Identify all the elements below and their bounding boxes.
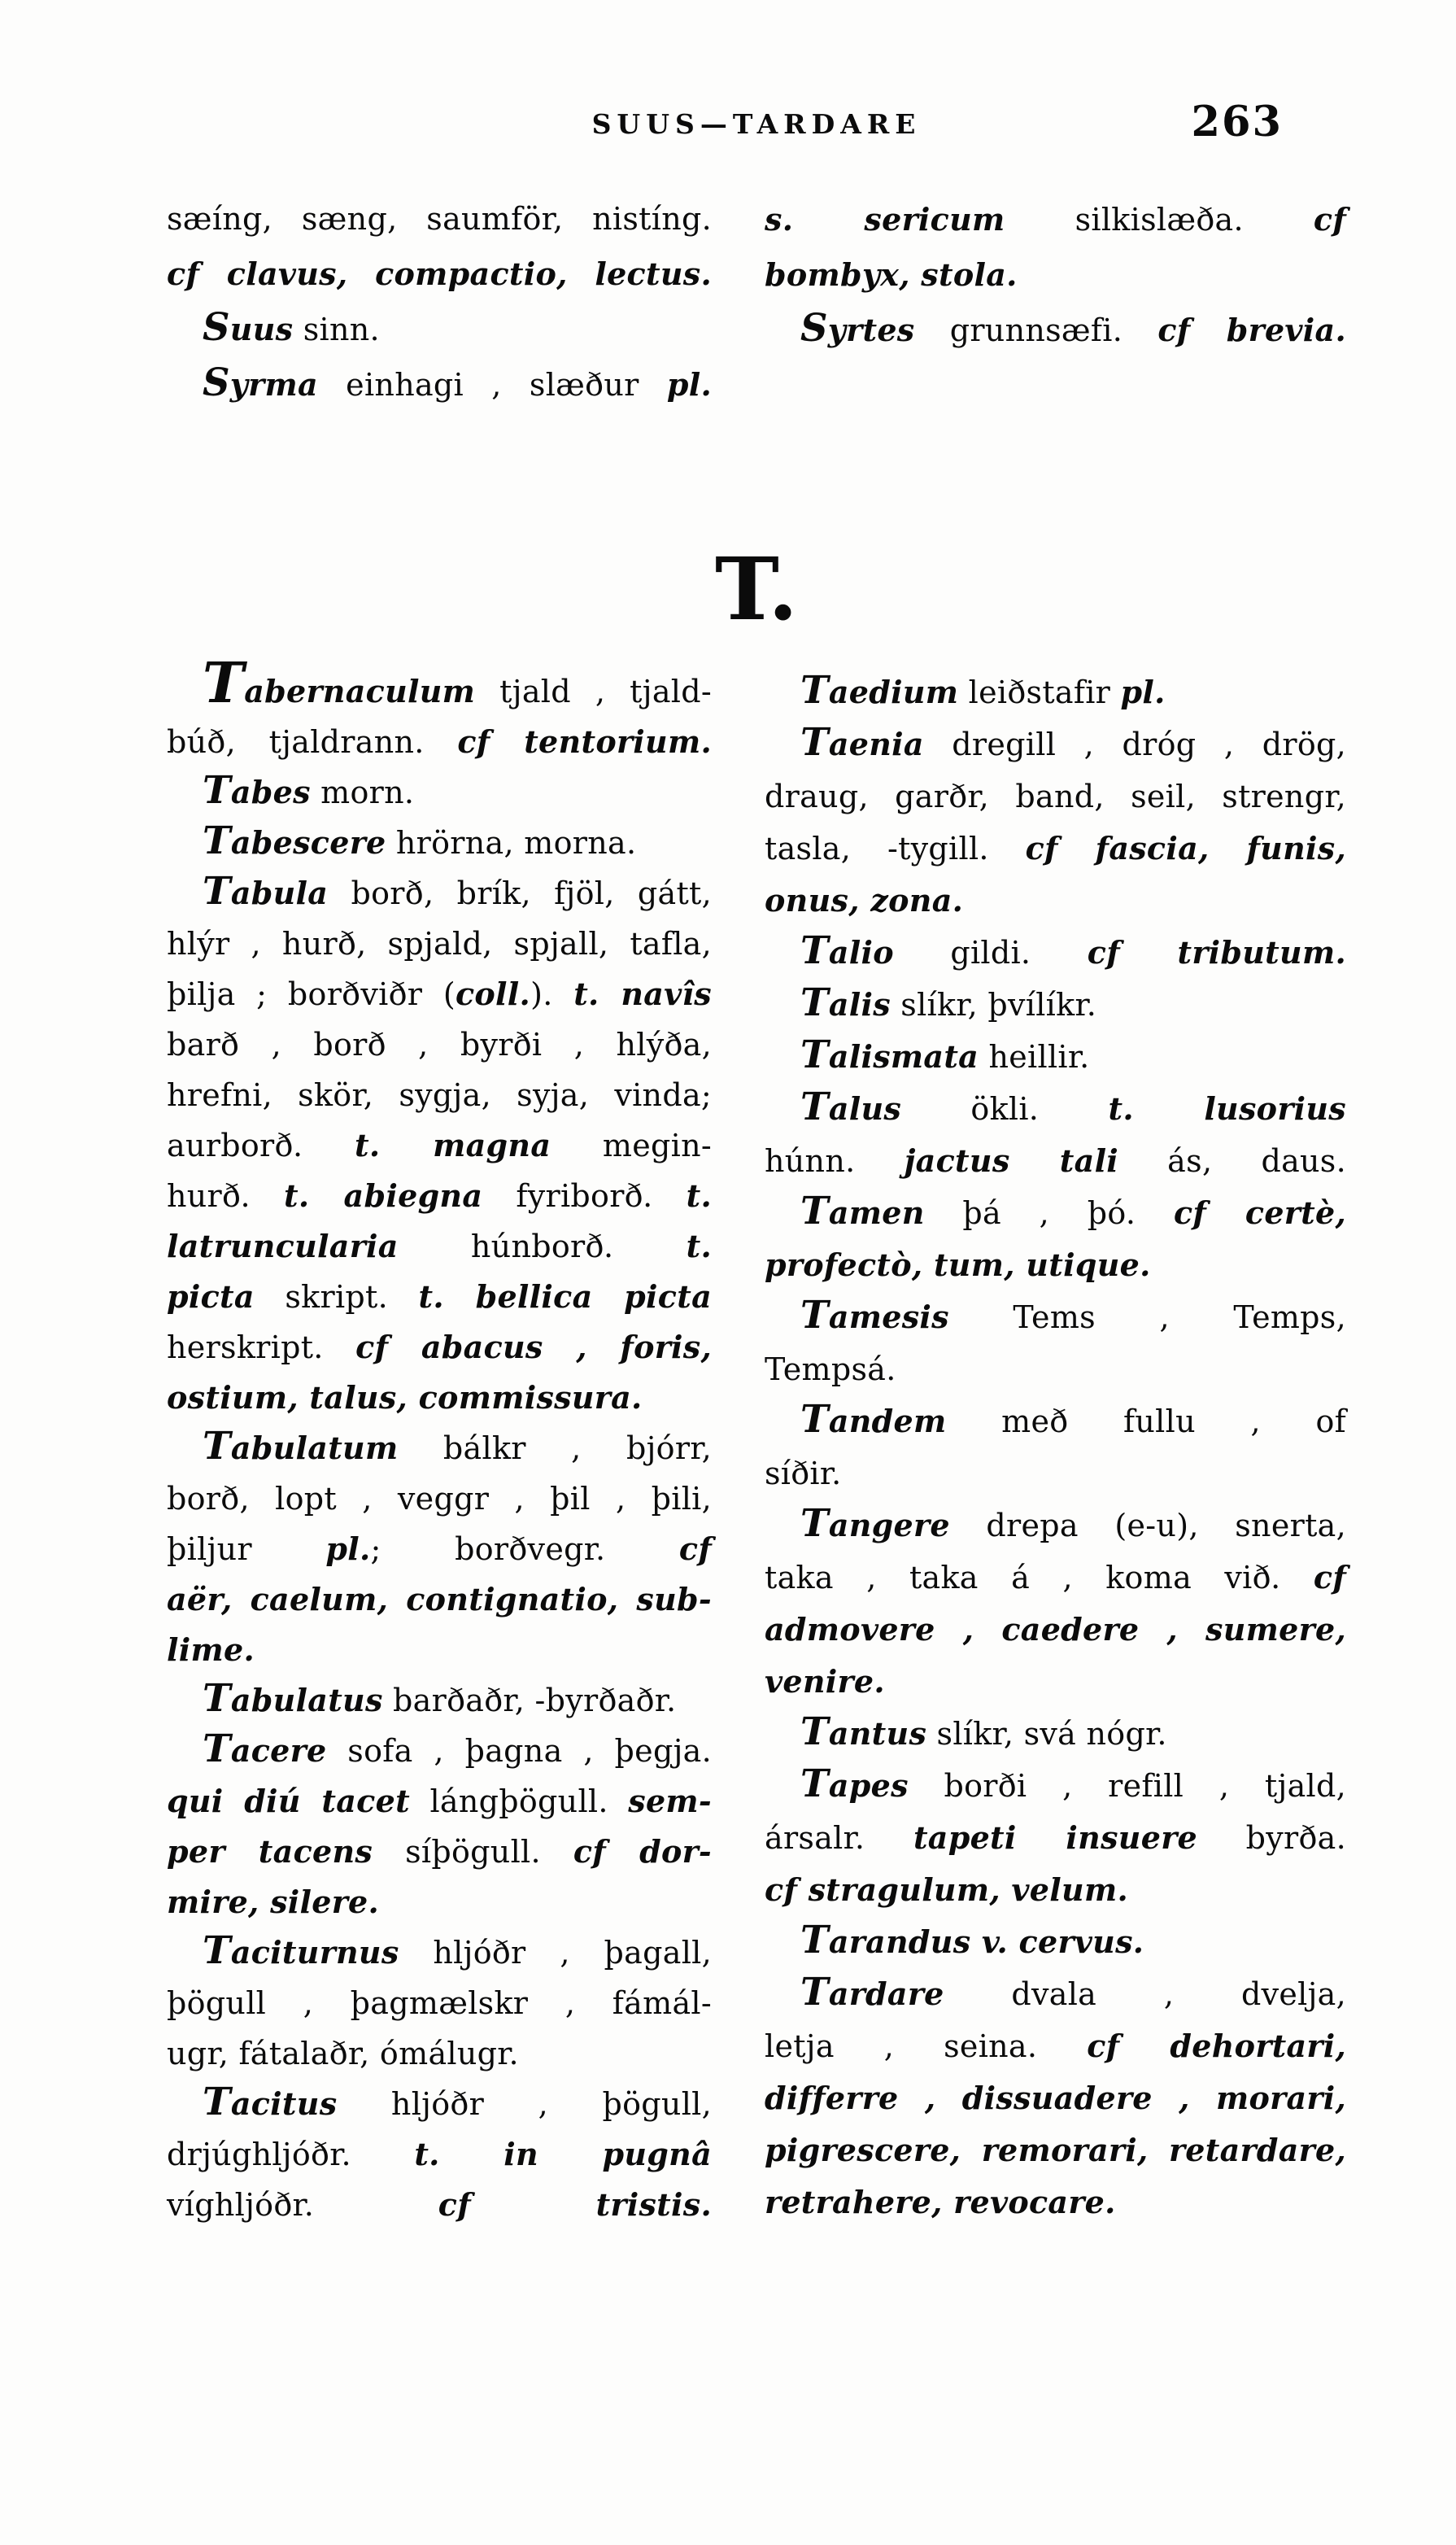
text-segment: dregill , dróg , drög, <box>923 727 1346 762</box>
text-line <box>765 1343 1346 1395</box>
text-segment: admovere , caedere , sumere, <box>765 1611 1346 1648</box>
text-segment: jactus tali <box>904 1142 1119 1179</box>
entry-headword: Syrtes <box>800 305 915 350</box>
text-line <box>167 1574 712 1625</box>
text-segment: tasla, -tygill. <box>765 831 1026 867</box>
text-line <box>765 770 1346 823</box>
text-segment: hurð. <box>167 1178 284 1214</box>
text-line <box>167 1726 712 1776</box>
text-segment: skript. <box>254 1279 419 1315</box>
text-segment: picta <box>167 1278 255 1315</box>
text-line <box>167 2180 712 2230</box>
text-segment: pl. <box>666 366 712 403</box>
headword-initial: T <box>203 767 231 812</box>
text-line <box>765 192 1346 247</box>
text-segment: t. navîs <box>573 976 712 1012</box>
entry-headword: Taenia <box>800 719 924 764</box>
text-line <box>167 717 712 767</box>
entry-headword: Talio <box>800 928 894 972</box>
text-segment: bálkr , bjórr, <box>398 1430 712 1466</box>
headword-initial: T <box>800 1709 829 1753</box>
text-segment: cf stragulum, velum. <box>765 1871 1128 1908</box>
entry-headword: Tandem <box>800 1396 947 1441</box>
text-segment: Tempsá. <box>765 1351 896 1387</box>
text-segment: aurborð. <box>167 1128 355 1163</box>
text-line <box>167 1625 712 1675</box>
text-line <box>765 247 1346 303</box>
text-segment: cf clavus, compactio, lectus. <box>167 255 712 292</box>
entry-headword: Talus <box>800 1084 902 1128</box>
entry-headword: Syrma <box>203 360 318 404</box>
text-segment: cf <box>1313 1559 1346 1596</box>
text-segment: fyriborð. <box>482 1178 687 1214</box>
headword-initial: T <box>203 1927 231 1972</box>
text-line <box>765 2124 1346 2176</box>
text-line <box>765 1499 1346 1552</box>
continued-entries-section <box>167 192 1346 413</box>
entry-headword: Tamesis <box>800 1292 949 1337</box>
text-segment: barð , borð , byrði , hlýða, <box>167 1027 712 1063</box>
text-segment: lángþögull. <box>409 1783 629 1819</box>
text-segment: pl. <box>325 1530 371 1567</box>
text-segment: grunnsæfi. <box>914 312 1158 348</box>
text-segment: mire, silere. <box>167 1884 380 1920</box>
text-segment: cf brevia. <box>1157 312 1346 348</box>
text-segment: húnborð. <box>398 1229 687 1264</box>
text-segment: megin- <box>551 1128 712 1163</box>
text-line <box>765 1031 1346 1083</box>
entry-headword: Talismata <box>800 1032 979 1076</box>
text-line <box>167 919 712 969</box>
text-segment: leiðstafir <box>958 674 1121 710</box>
text-line <box>765 1864 1346 1916</box>
text-line <box>167 1978 712 2028</box>
text-segment: tjald , tjald- <box>475 674 712 709</box>
text-segment: sofa , þagna , þegja. <box>326 1733 712 1769</box>
text-line <box>167 1423 712 1473</box>
main-right-column <box>765 666 1346 2230</box>
text-line <box>765 303 1346 358</box>
text-line <box>167 247 712 302</box>
entry-headword: Tacere <box>203 1726 327 1770</box>
text-line <box>765 1395 1346 1447</box>
text-line <box>167 1373 712 1423</box>
text-segment: t. <box>686 1177 713 1214</box>
text-line <box>167 2129 712 2180</box>
headword-initial: T <box>800 667 829 712</box>
text-segment: sinn. <box>293 312 380 347</box>
book-page-scan <box>0 98 1456 2545</box>
headword-initial: T <box>800 1761 829 1805</box>
letter-t-entries-section <box>167 651 1347 2230</box>
text-segment: hljóðr , þagall, <box>399 1935 712 1971</box>
text-segment: cf dehortari, <box>1087 2028 1346 2064</box>
entry-headword: Tabula <box>203 868 329 913</box>
headword-initial: T <box>203 868 231 913</box>
text-segment: draug, garðr, band, seil, strengr, <box>765 779 1346 814</box>
text-segment: einhagi , slæður <box>317 367 667 403</box>
headword-initial: T <box>203 818 231 862</box>
text-segment: t. lusorius <box>1108 1090 1346 1127</box>
text-segment: þiljur <box>167 1531 326 1567</box>
entry-headword: Tabulatus <box>203 1675 383 1720</box>
text-segment: borð, lopt , veggr , þil , þili, <box>167 1481 712 1517</box>
text-segment: coll. <box>455 976 531 1012</box>
entry-headword: Tabernaculum <box>203 651 476 716</box>
text-segment: t. in pugnâ <box>414 2136 712 2172</box>
text-segment: sæíng, sæng, saumför, nistíng. <box>167 201 712 237</box>
text-line <box>765 979 1346 1031</box>
text-segment: cf abacus , foris, <box>355 1329 712 1365</box>
page-number: 263 <box>1191 98 1283 146</box>
text-line <box>167 1272 712 1322</box>
text-segment: t. magna <box>354 1127 551 1163</box>
text-line <box>765 875 1346 927</box>
text-segment: Tems , Temps, <box>948 1299 1346 1335</box>
text-line <box>167 1927 712 1978</box>
text-segment: sem- <box>628 1783 712 1819</box>
headword-initial: T <box>800 1292 829 1337</box>
text-segment: pigrescere, remorari, retardare, <box>765 2132 1346 2168</box>
text-segment: t. bellica picta <box>418 1278 712 1315</box>
entry-headword: Tarandus <box>800 1917 971 1962</box>
text-segment: byrða. <box>1197 1820 1346 1856</box>
text-segment: hlýr , hurð, spjald, spjall, tafla, <box>167 926 712 962</box>
text-segment: differre , dissuadere , morari, <box>765 2080 1346 2116</box>
text-segment: hrefni, skör, sygja, syja, vinda; <box>167 1077 712 1113</box>
entry-headword: Tabulatum <box>203 1423 399 1468</box>
text-segment: bombyx, stola. <box>765 256 1018 293</box>
entry-headword: Tapes <box>800 1761 909 1805</box>
text-line <box>167 969 712 1019</box>
text-line <box>765 1187 1346 1239</box>
text-segment: ugr, fátalaðr, ómálugr. <box>167 2036 519 2071</box>
headword-initial: T <box>800 1032 829 1076</box>
text-line <box>765 1812 1346 1864</box>
text-segment: v. cervus. <box>970 1923 1144 1960</box>
text-line <box>167 818 712 868</box>
text-line <box>167 1019 712 1070</box>
entry-headword: Tardare <box>800 1969 944 2014</box>
text-segment: cf tributum. <box>1087 934 1347 971</box>
text-line <box>765 1968 1346 2020</box>
text-segment: morn. <box>310 775 415 810</box>
text-segment: hrörna, morna. <box>386 825 637 861</box>
text-line <box>167 1120 712 1171</box>
text-segment: onus, zona. <box>765 882 964 919</box>
text-line <box>167 767 712 818</box>
headword-initial: T <box>203 1726 231 1770</box>
text-segment: drepa (e-u), snerta, <box>949 1508 1346 1543</box>
text-segment: ökli. <box>901 1091 1109 1127</box>
text-line <box>167 2028 712 2079</box>
text-segment: þilja ; borðviðr ( <box>167 976 456 1012</box>
text-segment: s. sericum <box>765 201 1005 238</box>
text-line <box>167 192 712 247</box>
text-segment: með fullu , of <box>946 1403 1346 1439</box>
text-segment: qui diú tacet <box>167 1783 410 1819</box>
headword-initial: T <box>800 719 829 764</box>
text-segment: búð, tjaldrann. <box>167 724 458 760</box>
headword-initial: T <box>800 1084 829 1128</box>
entry-headword: Tacitus <box>203 2079 338 2124</box>
entry-headword: Suus <box>203 304 294 349</box>
text-line <box>167 1171 712 1221</box>
text-line <box>167 1524 712 1574</box>
text-segment: dvala , dvelja, <box>944 1976 1346 2012</box>
text-segment: lime. <box>167 1631 255 1668</box>
text-segment: silkislæða. <box>1005 202 1314 238</box>
headword-initial: T <box>800 928 829 972</box>
headword-initial: T <box>800 1969 829 2014</box>
headword-initial: T <box>800 1917 829 1962</box>
text-segment: þögull , þagmælskr , fámál- <box>167 1985 712 2021</box>
text-line <box>765 718 1346 770</box>
text-line <box>765 1291 1346 1343</box>
text-segment: víghljóðr. <box>167 2187 438 2223</box>
text-line <box>765 666 1346 718</box>
headword-initial: T <box>203 651 245 716</box>
text-segment: cf tristis. <box>438 2186 712 2223</box>
text-segment: ). <box>530 976 574 1012</box>
headword-initial: S <box>203 304 230 349</box>
entry-headword: Tamen <box>800 1188 925 1233</box>
text-segment: venire. <box>765 1663 885 1700</box>
headword-initial: T <box>203 1675 231 1720</box>
text-line <box>167 1776 712 1827</box>
text-line <box>765 1083 1346 1135</box>
text-line <box>765 1135 1346 1187</box>
headword-initial: T <box>800 980 829 1024</box>
text-segment: þá , þó. <box>924 1195 1174 1231</box>
entry-headword: Taciturnus <box>203 1927 399 1972</box>
text-line <box>765 1708 1346 1760</box>
running-title: SUUS—TARDARE <box>591 108 922 140</box>
text-segment: retrahere, revocare. <box>765 2184 1116 2220</box>
text-segment: taka , taka á , koma við. <box>765 1560 1314 1596</box>
headword-initial: T <box>800 1188 829 1233</box>
text-line <box>765 1239 1346 1291</box>
text-segment: ; borðvegr. <box>370 1531 679 1567</box>
text-segment: cf certè, <box>1173 1194 1346 1231</box>
text-line <box>167 868 712 919</box>
text-segment: slíkr, þvílíkr. <box>890 987 1097 1023</box>
entry-headword: Tantus <box>800 1709 927 1753</box>
text-segment: t. abiegna <box>283 1177 483 1214</box>
text-line <box>765 1760 1346 1812</box>
top-right-column <box>765 192 1346 413</box>
text-segment: barðaðr, -byrðaðr. <box>382 1683 677 1718</box>
text-segment: cf tentorium. <box>457 723 712 760</box>
text-segment: cf fascia, funis, <box>1025 830 1346 867</box>
text-line <box>167 1877 712 1927</box>
text-segment: cf <box>1313 201 1346 238</box>
text-line <box>167 651 712 717</box>
text-segment: ársalr. <box>765 1820 913 1856</box>
text-segment: latruncularia <box>167 1228 399 1264</box>
text-line <box>167 1070 712 1120</box>
text-line <box>167 2079 712 2129</box>
text-segment: per tacens <box>167 1833 373 1870</box>
text-segment: síþögull. <box>373 1834 573 1870</box>
text-segment: cf dor- <box>573 1833 712 1870</box>
text-segment: cf <box>678 1530 712 1567</box>
text-segment: letja , seina. <box>765 2028 1088 2064</box>
text-line <box>765 927 1346 979</box>
headword-initial: T <box>203 1423 231 1468</box>
text-line <box>765 1656 1346 1708</box>
text-line <box>167 357 712 413</box>
text-line <box>765 823 1346 875</box>
entry-headword: Taedium <box>800 667 959 712</box>
text-segment: drjúghljóðr. <box>167 2137 415 2172</box>
headword-initial: T <box>800 1500 829 1545</box>
text-segment: herskript. <box>167 1329 356 1365</box>
text-segment: hljóðr , þögull, <box>337 2086 712 2122</box>
text-line <box>167 1827 712 1877</box>
text-line <box>765 2072 1346 2124</box>
entry-headword: Tabes <box>203 767 311 812</box>
text-segment: gildi. <box>893 935 1088 971</box>
text-segment: ás, daus. <box>1118 1143 1346 1179</box>
headword-initial: S <box>800 305 828 350</box>
headword-initial: S <box>203 360 230 404</box>
top-left-column <box>167 192 712 413</box>
text-line <box>167 1473 712 1524</box>
page-header <box>167 98 1346 146</box>
headword-initial: T <box>203 2079 231 2124</box>
text-line <box>765 2020 1346 2072</box>
text-line <box>765 1552 1346 1604</box>
text-segment: pl. <box>1120 674 1166 710</box>
text-segment: heillir. <box>979 1039 1090 1075</box>
text-segment: húnn. <box>765 1143 905 1179</box>
text-segment: aër, caelum, contignatio, sub- <box>167 1581 712 1617</box>
entry-headword: Talis <box>800 980 891 1024</box>
text-line <box>765 2176 1346 2229</box>
text-line <box>765 1447 1346 1499</box>
text-segment: síðir. <box>765 1456 842 1491</box>
text-segment: borð, brík, fjöl, gátt, <box>328 875 712 911</box>
headword-initial: T <box>800 1396 829 1441</box>
entry-headword: Tabescere <box>203 818 386 862</box>
section-letter-heading: T. <box>714 538 799 640</box>
text-line <box>765 1916 1346 1968</box>
text-segment: profectò, tum, utique. <box>765 1246 1151 1283</box>
text-line <box>167 1675 712 1726</box>
entry-headword: Tangere <box>800 1500 950 1545</box>
main-left-column <box>167 651 713 2230</box>
text-line <box>167 1322 712 1373</box>
text-segment: t. <box>686 1228 712 1264</box>
text-segment: slíkr, svá nógr. <box>926 1716 1167 1752</box>
text-segment: ostium, talus, commissura. <box>167 1379 643 1416</box>
text-line <box>765 1604 1346 1656</box>
text-line <box>167 302 712 357</box>
text-segment: tapeti insuere <box>913 1819 1197 1856</box>
text-segment: borði , refill , tjald, <box>908 1768 1346 1804</box>
text-line <box>167 1221 712 1272</box>
